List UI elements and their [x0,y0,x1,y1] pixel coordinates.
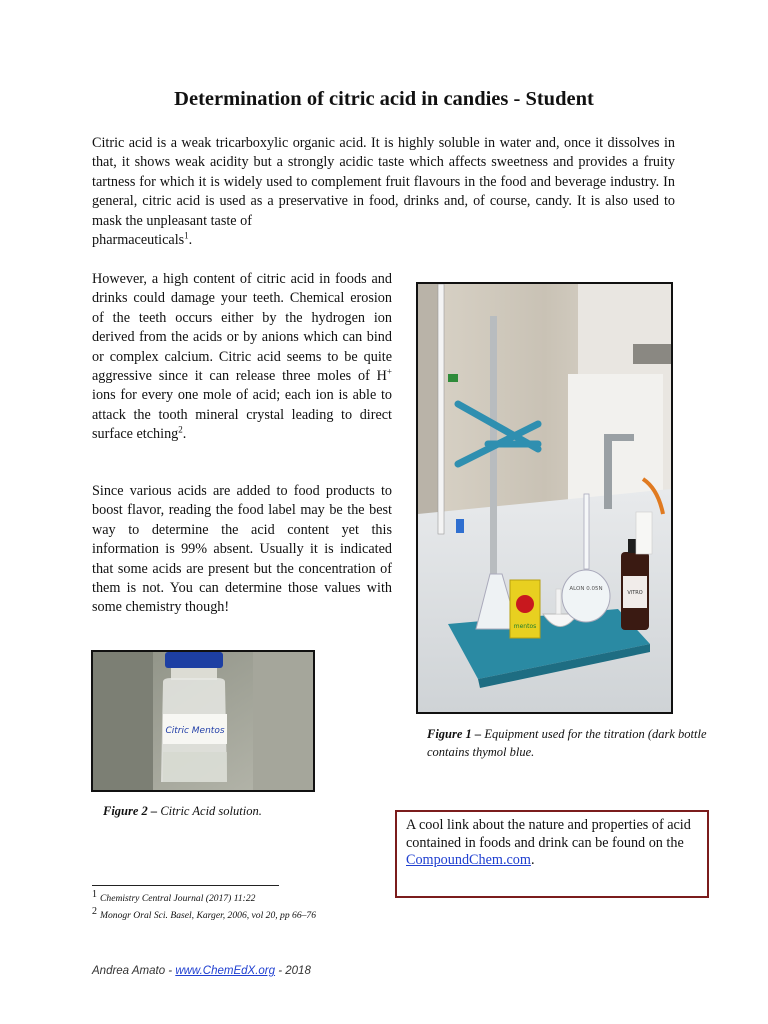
mentos-box-label: mentos [513,623,537,630]
erosion-text-1: However, a high content of citric acid in foods and drinks could damage your teeth. Chemical erosion of the teeth occurs either by the hydrogen ion derived from the acids or by anions which can bind or complex calcium. Citric acid seems to be quite aggressive since it can release three moles of H [92,271,392,385]
footnote-ref-1[interactable]: 1 [184,230,189,241]
footnote-1-text: Chemistry Central Journal (2017) 11:22 [100,893,256,904]
chemedx-link[interactable]: www.ChemEdX.org [175,965,276,977]
footer-author: Andrea Amato - [92,965,176,977]
intro-last-line [92,231,675,250]
erosion-paragraph [92,270,392,445]
titration-equipment-illustration [418,284,671,712]
intro-text: Citric acid is a weak tricarboxylic organic acid. It is highly soluble in water and, once it dissolves in that, it shows weak acidity but a strongly acidic taste which affects sweetness and provides a fruity tartness for which it is widely used to complement fruit flavours in the food and beverage industry. In general, citric acid is used as a preservative in food, drinks and, of course, candy. It is also used to mask the unpleasant taste of [92,135,675,229]
figure-1-photo [416,282,673,714]
footnote-2-number: 2 [92,906,97,917]
figure-1-caption-text: Equipment used for the titration (dark bottle contains thymol blue. [427,727,707,759]
footnote-ref-2[interactable]: 2 [178,424,183,435]
link-box-end: . [530,852,535,868]
erosion-end: . [182,426,187,443]
figure-1-label: Figure 1 – [427,727,482,741]
page-title: Determination of citric acid in candies - Student [174,88,594,110]
intro-paragraph [92,134,675,250]
footnote-2 [92,906,316,921]
footnote-divider [92,885,279,886]
figure-2-photo [91,650,315,792]
figure-2-label: Figure 2 – [103,804,158,818]
figure-1-caption [427,725,727,761]
bottle-handwriting: Citric Mentos [165,726,225,736]
label-paragraph: Since various acids are added to food products to boost flavor, reading the food label may be the best way to determine the acid content yet this information is 99% absent. Usually it is indicated that some acids are present but the concentration of them is not. You can determine those values with some chemistry though! [92,483,392,616]
intro-last-word: pharmaceuticals [92,232,185,249]
compoundchem-link[interactable]: CompoundChem.com [406,852,531,868]
footer-year: - 2018 [275,965,311,977]
link-box-text: A cool link about the nature and properties of acid contained in foods and drink can be found on the [406,817,691,851]
footnote-2-text: Monogr Oral Sci. Basel, Karger, 2006, vol 20, pp 66–76 [100,910,317,921]
footnote-1 [92,889,255,904]
page-footer [92,965,311,977]
figure-2-caption-text: Citric Acid solution. [157,804,262,818]
figure-2-caption [103,802,363,820]
intro-end: . [188,232,193,249]
bottle-label: VITRO [627,590,643,596]
hydrogen-charge: + [386,366,392,377]
compoundchem-link-box [395,810,709,898]
citric-acid-bottle-illustration [93,652,313,790]
erosion-text-2: ions for every one mole of acid; each ion is able to attack the tooth mineral crystal leading to direct surface etching [92,387,392,443]
flask-label: ALON 0.05N [569,586,603,592]
footnote-1-number: 1 [92,889,97,900]
